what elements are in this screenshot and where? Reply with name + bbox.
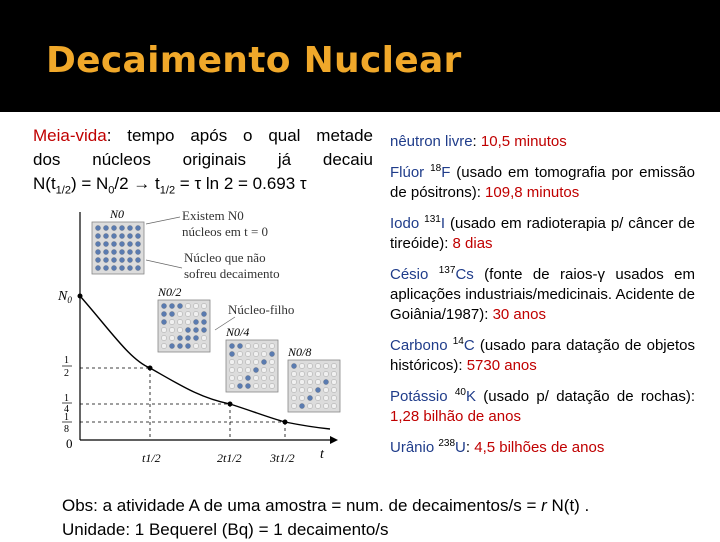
note-existem: Existem N0 <box>182 208 244 223</box>
parent-nucleus <box>193 327 198 332</box>
note-nucleos: núcleos em t = 0 <box>182 224 269 239</box>
half-life-value: 5730 anos <box>466 357 537 374</box>
daughter-nucleus <box>331 395 336 400</box>
parent-nucleus <box>111 225 116 230</box>
daughter-nucleus <box>299 395 304 400</box>
daughter-nucleus <box>245 359 250 364</box>
decay-graph <box>30 200 370 475</box>
x-axis-arrow <box>330 436 338 444</box>
daughter-nucleus <box>269 367 274 372</box>
daughter-nucleus <box>269 343 274 348</box>
half-life-definition <box>33 124 373 202</box>
mass-number: 238 <box>438 438 456 449</box>
daughter-nucleus <box>229 367 234 372</box>
half-life-value: 4,5 bilhões de anos <box>474 439 605 456</box>
parent-nucleus <box>185 335 190 340</box>
parent-nucleus <box>119 233 124 238</box>
curve-point <box>148 366 153 371</box>
daughter-nucleus <box>299 387 304 392</box>
y-label-eighth-den: 8 <box>64 424 69 435</box>
daughter-nucleus <box>177 327 182 332</box>
parent-nucleus <box>127 249 132 254</box>
daughter-nucleus <box>185 319 190 324</box>
daughter-nucleus <box>323 395 328 400</box>
daughter-nucleus <box>299 371 304 376</box>
parent-nucleus <box>135 233 140 238</box>
daughter-nucleus <box>261 343 266 348</box>
daughter-nucleus <box>177 311 182 316</box>
parent-nucleus <box>177 303 182 308</box>
daughter-nucleus <box>291 395 296 400</box>
mass-number: 18 <box>430 163 442 174</box>
daughter-nucleus <box>237 351 242 356</box>
parent-nucleus <box>127 265 132 270</box>
curve-point <box>228 402 233 407</box>
title-bar <box>0 0 720 112</box>
box-label-eighth: N0/8 <box>288 345 312 359</box>
daughter-nucleus <box>291 403 296 408</box>
daughter-nucleus <box>331 379 336 384</box>
parent-nucleus <box>185 343 190 348</box>
daughter-nucleus <box>269 359 274 364</box>
daughter-nucleus <box>315 363 320 368</box>
parent-nucleus <box>127 233 132 238</box>
y-label-quarter-num: 1 <box>64 393 69 404</box>
parent-nucleus <box>111 257 116 262</box>
obs-rate-symbol: r <box>541 496 547 515</box>
parent-nucleus <box>103 249 108 254</box>
formula-part: ) = N <box>70 174 109 193</box>
parent-nucleus <box>119 265 124 270</box>
daughter-nucleus <box>253 343 258 348</box>
parent-nucleus <box>323 379 328 384</box>
half-life-value: 30 anos <box>492 306 546 323</box>
y-label-half-den: 2 <box>64 368 69 379</box>
x-tick-1: t1/2 <box>142 451 161 465</box>
example-item <box>390 261 695 325</box>
parent-nucleus <box>177 343 182 348</box>
parent-nucleus <box>169 343 174 348</box>
daughter-nucleus <box>253 359 258 364</box>
daughter-nucleus <box>269 383 274 388</box>
daughter-nucleus <box>315 403 320 408</box>
daughter-nucleus <box>269 375 274 380</box>
parent-nucleus <box>127 241 132 246</box>
daughter-nucleus <box>299 379 304 384</box>
element-description: (usado p/ datação de rochas): <box>475 388 696 405</box>
daughter-nucleus <box>201 343 206 348</box>
parent-nucleus <box>111 249 116 254</box>
parent-nucleus <box>103 233 108 238</box>
parent-nucleus <box>127 225 132 230</box>
daughter-nucleus <box>307 371 312 376</box>
daughter-nucleus <box>161 335 166 340</box>
parent-nucleus <box>111 233 116 238</box>
parent-nucleus <box>161 303 166 308</box>
daughter-nucleus <box>229 383 234 388</box>
daughter-nucleus <box>291 371 296 376</box>
element-name: Iodo <box>390 215 425 232</box>
daughter-nucleus <box>185 311 190 316</box>
daughter-nucleus <box>229 359 234 364</box>
daughter-nucleus <box>245 343 250 348</box>
parent-nucleus <box>229 343 234 348</box>
half-life-examples <box>390 132 695 465</box>
example-item <box>390 210 695 254</box>
parent-nucleus <box>127 257 132 262</box>
parent-nucleus <box>237 383 242 388</box>
parent-nucleus <box>119 249 124 254</box>
daughter-nucleus <box>253 383 258 388</box>
note-nucleo-1: Núcleo que não <box>184 250 266 265</box>
box-label-quarter: N0/4 <box>226 325 250 339</box>
daughter-nucleus <box>291 387 296 392</box>
element-description: : <box>465 439 475 456</box>
daughter-nucleus <box>307 363 312 368</box>
parent-nucleus <box>119 225 124 230</box>
parent-nucleus <box>119 241 124 246</box>
parent-nucleus <box>103 265 108 270</box>
observation-note <box>62 494 712 542</box>
daughter-nucleus <box>261 375 266 380</box>
mass-number: 40 <box>454 387 466 398</box>
parent-nucleus <box>103 225 108 230</box>
parent-nucleus <box>237 343 242 348</box>
daughter-nucleus <box>261 383 266 388</box>
half-life-formula <box>33 172 373 202</box>
parent-nucleus <box>169 303 174 308</box>
parent-nucleus <box>315 387 320 392</box>
daughter-nucleus <box>323 387 328 392</box>
y-label-half-num: 1 <box>64 355 69 366</box>
parent-nucleus <box>261 359 266 364</box>
definition-text: : tempo após o qual metade <box>106 126 373 145</box>
element-symbol: Cs <box>455 266 474 283</box>
parent-nucleus <box>119 257 124 262</box>
box-label-half: N0/2 <box>158 285 182 299</box>
parent-nucleus <box>135 241 140 246</box>
daughter-nucleus <box>237 375 242 380</box>
element-name: Flúor <box>390 164 431 181</box>
daughter-nucleus <box>331 371 336 376</box>
parent-nucleus <box>161 319 166 324</box>
daughter-nucleus <box>307 403 312 408</box>
curve-point <box>283 420 288 425</box>
definition-line-2: dos núcleos originais já decaiu <box>33 150 373 169</box>
daughter-nucleus <box>169 335 174 340</box>
example-item <box>390 159 695 203</box>
parent-nucleus <box>229 351 234 356</box>
daughter-nucleus <box>169 327 174 332</box>
formula-sub: 1/2 <box>159 184 176 197</box>
daughter-nucleus <box>307 387 312 392</box>
element-symbol: U <box>455 439 466 456</box>
element-name: Césio <box>390 266 439 283</box>
daughter-nucleus <box>323 371 328 376</box>
x-tick-3: 3t1/2 <box>270 451 295 465</box>
parent-nucleus <box>95 233 100 238</box>
parent-nucleus <box>193 335 198 340</box>
parent-nucleus <box>193 319 198 324</box>
daughter-nucleus <box>177 319 182 324</box>
y-label-zero: 0 <box>66 436 73 451</box>
mass-number: 131 <box>424 214 441 225</box>
parent-nucleus <box>245 375 250 380</box>
y-label-quarter-den: 4 <box>64 404 69 415</box>
parent-nucleus <box>299 403 304 408</box>
parent-nucleus <box>253 367 258 372</box>
formula-sub: 0 <box>108 184 115 197</box>
half-life-value: 10,5 minutos <box>480 133 567 150</box>
parent-nucleus <box>185 327 190 332</box>
daughter-nucleus <box>245 351 250 356</box>
daughter-nucleus <box>331 363 336 368</box>
y-label-n0: $N_0$ <box>58 289 72 305</box>
mass-number: 14 <box>452 336 464 347</box>
daughter-nucleus <box>237 367 242 372</box>
element-name: Urânio <box>390 439 439 456</box>
formula-part: N(t <box>33 174 56 193</box>
example-item <box>390 332 695 376</box>
parent-nucleus <box>103 257 108 262</box>
daughter-nucleus <box>331 387 336 392</box>
half-life-value: 109,8 minutos <box>485 184 580 201</box>
parent-nucleus <box>95 241 100 246</box>
parent-nucleus <box>201 311 206 316</box>
daughter-nucleus <box>201 303 206 308</box>
daughter-nucleus <box>253 375 258 380</box>
element-symbol: K <box>465 388 476 405</box>
daughter-nucleus <box>291 379 296 384</box>
daughter-nucleus <box>161 343 166 348</box>
daughter-nucleus <box>201 335 206 340</box>
parent-nucleus <box>169 311 174 316</box>
parent-nucleus <box>135 249 140 254</box>
y-label-eighth-num: 1 <box>64 412 69 423</box>
daughter-nucleus <box>193 343 198 348</box>
element-description: (usado em tomografia por emissão de pósitrons): <box>390 164 695 201</box>
curve-point <box>78 294 83 299</box>
daughter-nucleus <box>169 319 174 324</box>
half-life-value: 8 dias <box>452 235 493 252</box>
example-item <box>390 383 695 427</box>
element-description: (usado para datação de objetos históricos): <box>390 337 695 374</box>
example-item <box>390 132 695 152</box>
box-label-n0: N0 <box>110 207 125 221</box>
parent-nucleus <box>95 265 100 270</box>
element-description: (usado em radioterapia p/ câncer de tireóide): <box>390 215 695 252</box>
daughter-nucleus <box>245 367 250 372</box>
daughter-nucleus <box>331 403 336 408</box>
daughter-nucleus <box>315 395 320 400</box>
obs-text: Obs: a atividade A de uma amostra = num. de decaimentos/s = <box>62 496 542 515</box>
note-filho: Núcleo-filho <box>228 302 295 317</box>
parent-nucleus <box>201 319 206 324</box>
parent-nucleus <box>201 327 206 332</box>
element-symbol: I <box>440 215 446 232</box>
element-name: Potássio <box>390 388 455 405</box>
element-symbol: C <box>463 337 475 354</box>
parent-nucleus <box>95 249 100 254</box>
slide-title: Decaimento Nuclear <box>46 40 462 81</box>
parent-nucleus <box>177 335 182 340</box>
daughter-nucleus <box>253 351 258 356</box>
parent-nucleus <box>111 265 116 270</box>
element-name: nêutron livre <box>390 133 473 150</box>
x-axis-label: t <box>320 447 324 462</box>
parent-nucleus <box>103 241 108 246</box>
obs-line-1 <box>62 494 712 518</box>
half-life-term: Meia-vida <box>33 126 107 145</box>
example-item <box>390 434 695 458</box>
daughter-nucleus <box>315 371 320 376</box>
obs-line-2: Unidade: 1 Bequerel (Bq) = 1 decaimento/s <box>62 520 389 539</box>
daughter-nucleus <box>323 363 328 368</box>
daughter-nucleus <box>193 311 198 316</box>
daughter-nucleus <box>299 363 304 368</box>
formula-part: /2 → t <box>114 174 160 193</box>
definition-line-1 <box>33 124 373 148</box>
element-symbol: F <box>441 164 451 181</box>
formula-sub: 1/2 <box>55 184 71 197</box>
daughter-nucleus <box>193 303 198 308</box>
daughter-nucleus <box>307 379 312 384</box>
parent-nucleus <box>135 257 140 262</box>
parent-nucleus <box>245 383 250 388</box>
parent-nucleus <box>95 225 100 230</box>
element-name: Carbono <box>390 337 453 354</box>
parent-nucleus <box>111 241 116 246</box>
daughter-nucleus <box>315 379 320 384</box>
element-description: : <box>472 133 481 150</box>
parent-nucleus <box>161 311 166 316</box>
daughter-nucleus <box>261 351 266 356</box>
obs-text: N(t) . <box>546 496 590 515</box>
parent-nucleus <box>269 351 274 356</box>
daughter-nucleus <box>237 359 242 364</box>
daughter-nucleus <box>229 375 234 380</box>
daughter-nucleus <box>261 367 266 372</box>
half-life-value: 1,28 bilhão de anos <box>390 408 521 425</box>
element-description: (fonte de raios-γ usados em aplicações industriais/medicinais. Acidente de Goiânia/1987): <box>390 266 695 323</box>
daughter-nucleus <box>185 303 190 308</box>
note-nucleo-2: sofreu decaimento <box>184 266 280 281</box>
formula-part: = τ ln 2 = 0.693 τ <box>179 174 307 193</box>
daughter-nucleus <box>323 403 328 408</box>
parent-nucleus <box>95 257 100 262</box>
daughter-nucleus <box>161 327 166 332</box>
parent-nucleus <box>135 225 140 230</box>
mass-number: 137 <box>438 265 456 276</box>
x-tick-2: 2t1/2 <box>217 451 242 465</box>
parent-nucleus <box>135 265 140 270</box>
parent-nucleus <box>307 395 312 400</box>
parent-nucleus <box>291 363 296 368</box>
